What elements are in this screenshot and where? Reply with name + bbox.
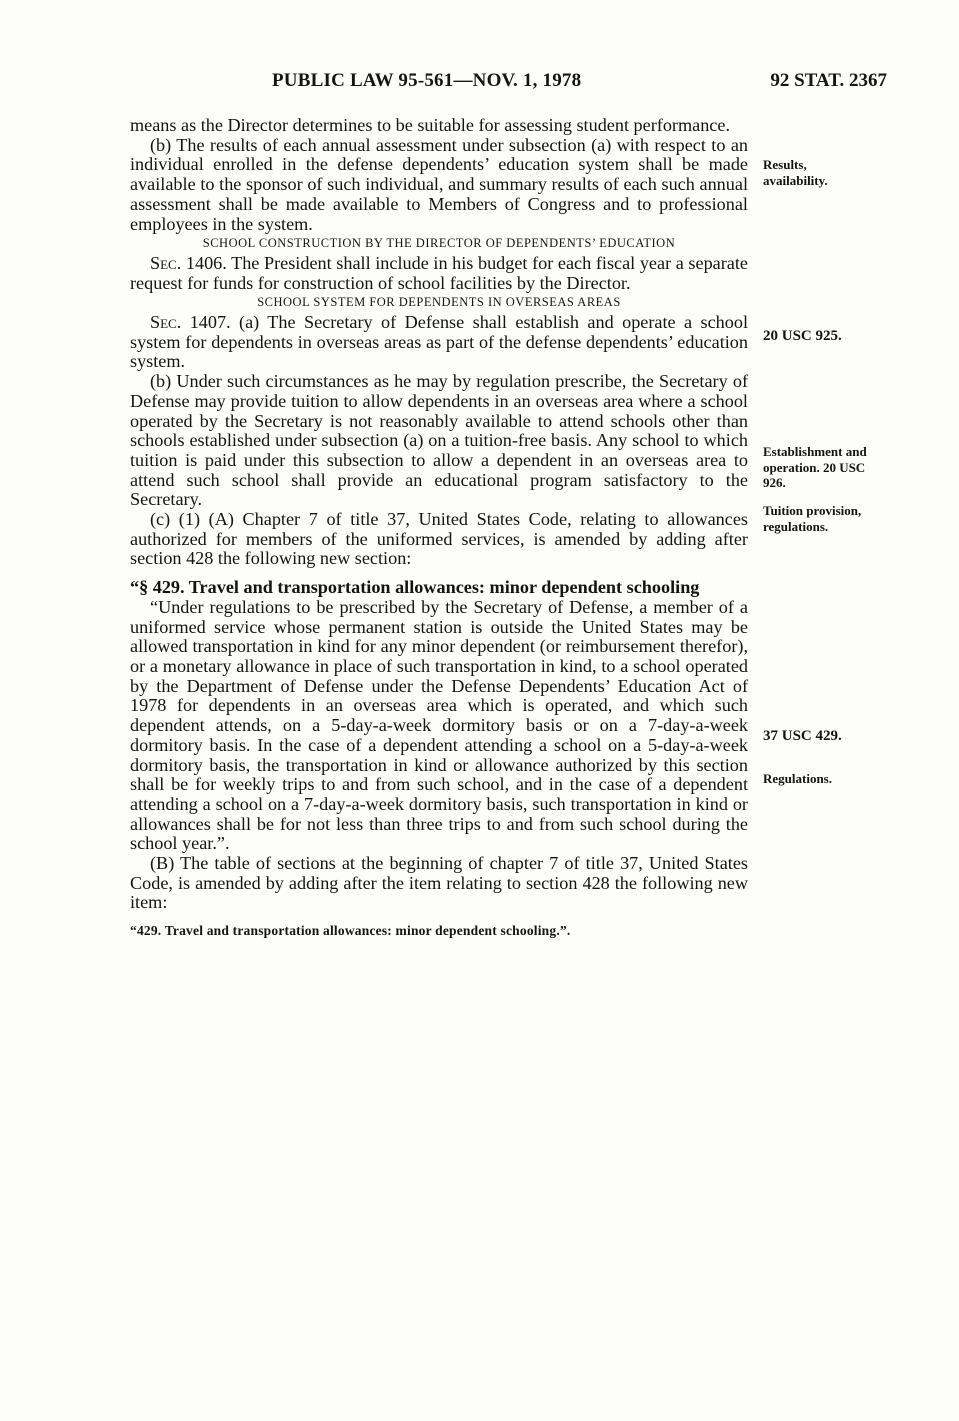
section-1407-c-1-B: (B) The table of sections at the beginning of chapter 7 of title 37, United States Code, is amended by adding after the item relating to section 428 the following new item: — [130, 853, 748, 913]
sec-label: Sec. — [150, 252, 182, 273]
margin-note-establishment: Establishment and operation. 20 USC 926. — [763, 444, 867, 490]
paragraph-subsection-b-results: (b) The results of each annual assessment under subsection (a) with respect to an individual enrolled in the defense dependents’ education system shall be made available to the sponsor of such individual, and summary results of each such annual assessment shall be made available to Members of Congress and to professional employees in the system. — [130, 134, 748, 234]
table-of-sections-item: “429. Travel and transportation allowances: minor dependent schooling.”. — [130, 923, 571, 939]
sec-label: Sec. — [150, 312, 182, 333]
margin-note-results: Results, availability. — [763, 157, 828, 188]
paragraph-continued: means as the Director determines to be suitable for assessing student performance. — [130, 115, 730, 135]
section-1406-text: 1406. The President shall include in his budget for each fiscal year a separate request for funds for construction of school facilities by the Director. — [130, 252, 748, 293]
margin-note-20-usc-925: 20 USC 925. — [763, 328, 842, 344]
section-1407-a-text: 1407. (a) The Secretary of Defense shall establish and operate a school system for dependents in overseas areas as part of the defense dependents’ education system. — [130, 312, 748, 372]
margin-note-37-usc-429: 37 USC 429. — [763, 728, 842, 744]
section-1407-b: (b) Under such circumstances as he may by regulation prescribe, the Secretary of Defense may provide tuition to allow dependents in an overseas area where a school operated by the Secretary is not reasonably available to attend schools other than schools established under subsection (a) on a tuition-free basis. Any school to which tuition is paid under this subsection to allow a dependent in an overseas area to attend such school shall provide an educational program satisfactory to the Secretary. — [130, 371, 748, 510]
section-1406 — [130, 254, 748, 293]
body-text — [130, 116, 748, 941]
new-section-429-text: “Under regulations to be prescribed by the Secretary of Defense, a member of a uniformed service whose permanent station is outside the United States may be allowed transportation in kind for any minor dependent (or reimbursement therefor), or a monetary allowance in place of such transportation in kind, to a school operated by the Department of Defense under the Defense Dependents’ Education Act of 1978 for dependents in an overseas area which is operated, and which such dependent attends, on a 5-day-a-week dormitory basis or on a 7-day-a-week dormitory basis. In the case of a dependent attending a school on a 5-day-a-week dormitory basis, the transportation in kind or allowance authorized by this section shall be for weekly trips to and from such school, and in the case of a dependent attending a school on a 7-day-a-week dormitory basis, such transportation in kind or allowances shall be for not less than three trips to and from such school during the school year.”. — [130, 596, 748, 854]
section-heading-overseas-school-system: SCHOOL SYSTEM FOR DEPENDENTS IN OVERSEAS AREAS — [257, 295, 621, 310]
margin-note-regulations: Regulations. — [763, 771, 832, 786]
running-head — [0, 70, 959, 94]
margin-note-tuition: Tuition provision, regulations. — [763, 503, 862, 534]
section-1407-a — [130, 313, 748, 372]
section-1407-c-1-A: (c) (1) (A) Chapter 7 of title 37, United States Code, relating to allowances authorized for members of the uniformed services, is amended by adding after section 428 the following new section: — [130, 509, 748, 569]
running-head-stat-page: 92 STAT. 2367 — [770, 70, 887, 91]
new-section-429-heading: “§ 429. Travel and transportation allowances: minor dependent schooling — [130, 577, 700, 598]
running-head-law: PUBLIC LAW 95-561—NOV. 1, 1978 — [272, 70, 582, 91]
section-heading-school-construction: SCHOOL CONSTRUCTION BY THE DIRECTOR OF DEPENDENTS’ EDUCATION — [202, 236, 676, 251]
